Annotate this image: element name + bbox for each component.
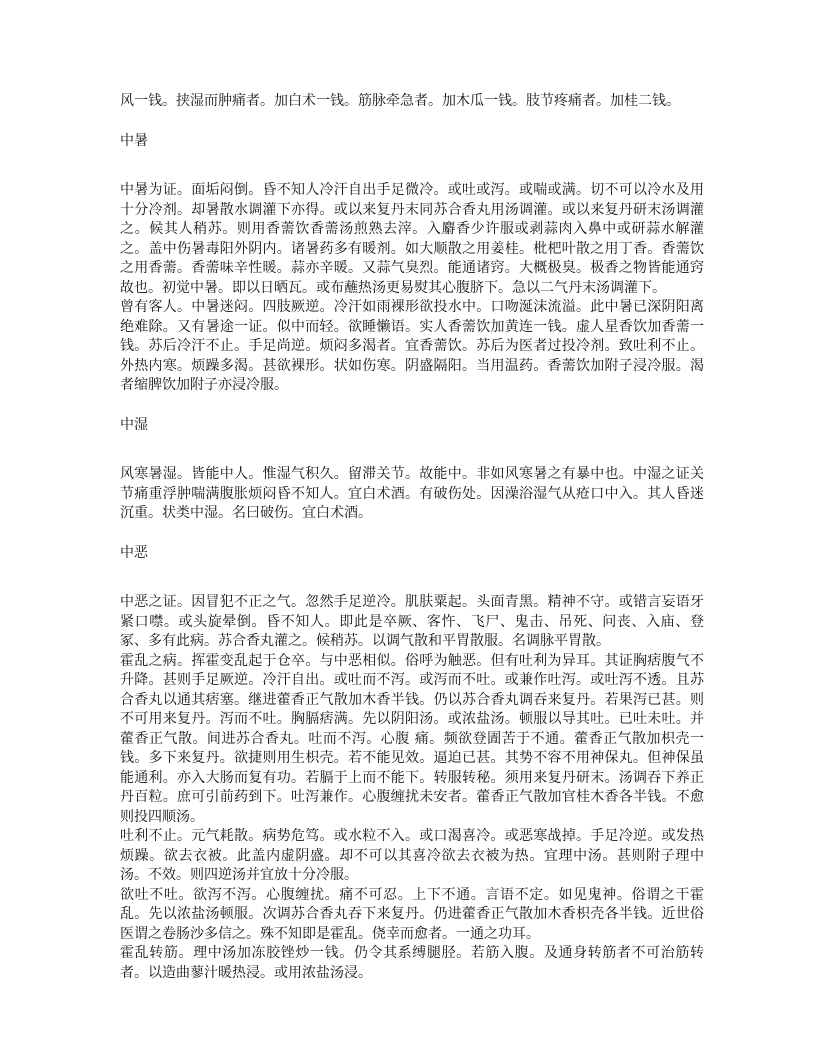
section-zhongshi	[120, 416, 704, 524]
paragraph: 吐利不止。元气耗散。病势危笃。或水粒不入。或口渴喜冷。或恶寒战掉。手足冷逆。或发热烦躁。欲去衣被。此盖内虚阴盛。却不可以其喜冷欲去衣被为热。宜理中汤。甚则附子理中汤。不效。则四逆汤并宜放十分冷服。	[120, 828, 704, 883]
document-page	[120, 92, 704, 1003]
section-zhongshu	[120, 132, 704, 396]
section-zhonge	[120, 544, 704, 984]
lead-paragraph: 风一钱。挟湿而肿痛者。加白术一钱。筋脉牵急者。加木瓜一钱。肢节疼痛者。加桂二钱。	[120, 93, 680, 109]
paragraph: 曾有客人。中暑迷闷。四肢厥逆。冷汗如雨裸形欲投水中。口吻涎沫流溢。此中暑已深阴阳离绝难除。又有暑途一证。似中而轻。欲睡懒语。实人香薷饮加黄连一钱。虚人星香饮加香薷一钱。苏后冷汗不止。手足尚逆。烦闷多渴者。宜香薷饮。苏后为医者过投冷剂。致吐利不止。外热内寒。烦躁多渴。甚欲裸形。状如伤寒。阴盛隔阳。当用温药。香薷饮加附子浸冷服。渴者缩脾饮加附子亦浸冷服。	[120, 299, 704, 393]
paragraph: 欲吐不吐。欲泻不泻。心腹缠扰。痛不可忍。上下不通。言语不定。如见鬼神。俗谓之干霍乱。先以浓盐汤顿服。次调苏合香丸吞下来复丹。仍进藿香正气散加木香枳壳各半钱。近世俗医谓之卷肠沙多信之。殊不知即是霍乱。侥幸而愈者。一通之功耳。	[120, 886, 704, 942]
section-heading: 中湿	[120, 416, 148, 433]
section-heading: 中恶	[120, 544, 148, 561]
paragraph: 霍乱之病。挥霍变乱起于仓卒。与中恶相似。俗呼为触恶。但有吐利为异耳。其证胸痞腹气不升降。甚则手足厥逆。冷汗自出。或吐而不泻。或泻而不吐。或兼作吐泻。或吐泻不透。且苏合香丸以通其痞塞。继进藿香正气散加木香半钱。仍以苏合香丸调吞来复丹。若果泻已甚。则不可用来复丹。泻而不吐。胸膈痞满。先以阴阳汤。或浓盐汤。顿服以导其吐。已吐未吐。并藿香正气散。间进苏合香丸。吐而不泻。心腹 痛。频欲登圊苦于不通。藿香正气散加枳壳一钱。多下来复丹。欲捷则用生枳壳。若不能见效。逼迫已甚。其势不容不用神保丸。但神保虽能通利。亦入大肠而复有功。若膈于上而不能下。转服转秘。须用来复丹研末。汤调吞下养正丹百粒。庶可引前药到下。吐泻兼作。心腹缠扰未安者。藿香正气散加官桂木香各半钱。不愈则投四顺汤。	[120, 652, 704, 825]
paragraph: 中恶之证。因冒犯不正之气。忽然手足逆冷。肌肤粟起。头面青黑。精神不守。或错言妄语牙紧口噤。或头旋晕倒。昏不知人。即此是卒厥、客忤、飞尸、鬼击、吊死、问丧、入庙、登冢、多有此病。苏合香丸灌之。候稍苏。以调气散和平胃散服。名调脉平胃散。	[120, 594, 704, 649]
section-heading: 中暑	[120, 132, 148, 149]
paragraph: 中暑为证。面垢闷倒。昏不知人冷汗自出手足微冷。或吐或泻。或喘或满。切不可以冷水及用十分冷剂。却暑散水调灌下亦得。或以来复丹末同苏合香丸用汤调灌。或以来复丹研末汤调灌之。候其人稍苏。则用香薷饮香薷汤煎熟去滓。入麝香少许服或剥蒜肉入鼻中或研蒜水解灌之。盖中伤暑毒阳外阴内。诸暑药多有暖剂。如大顺散之用姜桂。枇杷叶散之用丁香。香薷饮之用香薷。香薷味辛性暖。蒜亦辛暖。又蒜气臭烈。能通诸窍。大概极臭。极香之物皆能通窍故也。初觉中暑。即以日晒瓦。或布蘸热汤更易熨其心腹脐下。急以二气丹末汤调灌下。	[120, 182, 704, 296]
paragraph: 霍乱转筋。理中汤加冻胶锉炒一钱。仍令其系缚腿胫。若筋入腹。及通身转筋者不可治筋转者。以造曲蓼汁暖热浸。或用浓盐汤浸。	[120, 945, 704, 981]
paragraph: 风寒暑湿。皆能中人。惟湿气积久。留滞关节。故能中。非如风寒暑之有暴中也。中湿之证关节痛重浮肿喘满腹胀烦闷昏不知人。宜白术酒。有破伤处。因澡浴湿气从疮口中入。其人昏迷沉重。状类中湿。名曰破伤。宜白术酒。	[120, 466, 704, 521]
